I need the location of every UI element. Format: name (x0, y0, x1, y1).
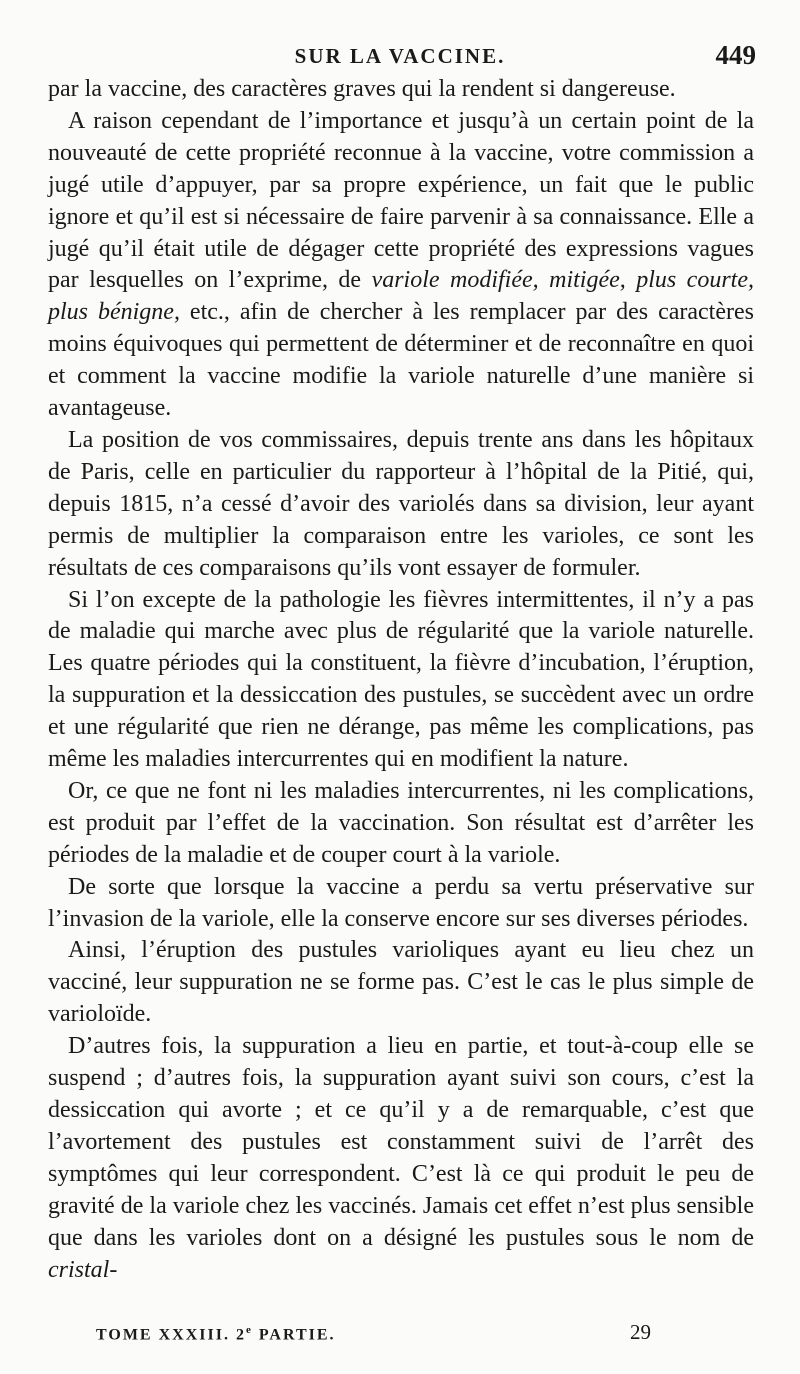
signature-mark-rest: PARTIE. (252, 1326, 336, 1344)
page-number: 449 (715, 40, 756, 70)
paragraph: La position de vos commissaires, depuis trente ans dans les hôpitaux de Paris, celle en particulier du rapporteur à l’hôpital de la Pitié, qui, depuis 1815, n’a cessé d’avoir des variolés dans sa division, leur ayant permis de multiplier la comparaison entre les varioles, ce sont les résultats de ces comparaisons qu’ils vont essayer de formuler. (48, 426, 754, 581)
paragraph: Si l’on excepte de la pathologie les fièvres intermittentes, il n’y a pas de maladie qui marche avec plus de régularité que la variole naturelle. Les quatre périodes qui la constituent, la fièvre d’incubation, l’éruption, la suppuration et la dessiccation des pustules, se succèdent avec un ordre et une régularité que rien ne dérange, pas même les complications, pas même les maladies intercurrentes qui en modifient la nature. (48, 586, 754, 773)
paragraph: Or, ce que ne font ni les maladies intercurrentes, ni les complications, est produit par l’effet de la vaccination. Son résultat est d’arrêter les périodes de la maladie et de couper court à la variole. (48, 777, 754, 868)
page-header (0, 38, 800, 74)
paragraph: A raison cependant de l’importance et jusqu’à un certain point de la nouveauté de cette propriété reconnue à la vaccine, votre commission a jugé utile d’appuyer, par sa propre expérience, un fait que le public ignore et qu’il est si nécessaire de faire parvenir à sa connaissance. Elle a jugé qu’il était utile de dégager cette propriété des expressions vagues par lesquelles on l’exprime, de variole modifiée, mitigée, plus courte, plus bénigne, etc., afin de chercher à les remplacer par des caractères moins équivoques qui permettent de déterminer et de reconnaître en quoi et comment la vaccine modifie la variole naturelle d’une manière si avantageuse. (48, 107, 754, 422)
signature-mark-sup: e (245, 1324, 253, 1336)
page-footer (0, 1318, 800, 1348)
signature-mark-text: TOME XXXIII. 2 (96, 1326, 246, 1344)
paragraph: De sorte que lorsque la vaccine a perdu sa vertu préservative sur l’invasion de la variole, elle la conserve encore sur ses diverses périodes. (48, 873, 754, 932)
paragraph: D’autres fois, la suppuration a lieu en partie, et tout-à-coup elle se suspend ; d’autres fois, la suppuration ayant suivi son cours, c’est la dessiccation qui avorte ; et ce qu’il y a de remarquable, c’est que l’avortement des pustules est constamment suivi de l’arrêt des symptômes qui leur correspondent. C’est là ce qui produit le peu de gravité de la variole chez les vaccinés. Jamais cet effet n’est plus sensible que dans les varioles dont on a désigné les pustules sous le nom de cristal- (48, 1033, 754, 1283)
sheet-number: 29 (630, 1320, 651, 1344)
paragraph: Ainsi, l’éruption des pustules varioliques ayant eu lieu chez un vacciné, leur suppuration ne se forme pas. C’est le cas le plus simple de varioloïde. (48, 937, 754, 1028)
signature-mark (96, 1324, 336, 1344)
running-title: SUR LA VACCINE. (294, 44, 506, 68)
body-text (48, 74, 754, 1286)
paragraph: par la vaccine, des caractères graves qui la rendent si dangereuse. (48, 76, 676, 102)
